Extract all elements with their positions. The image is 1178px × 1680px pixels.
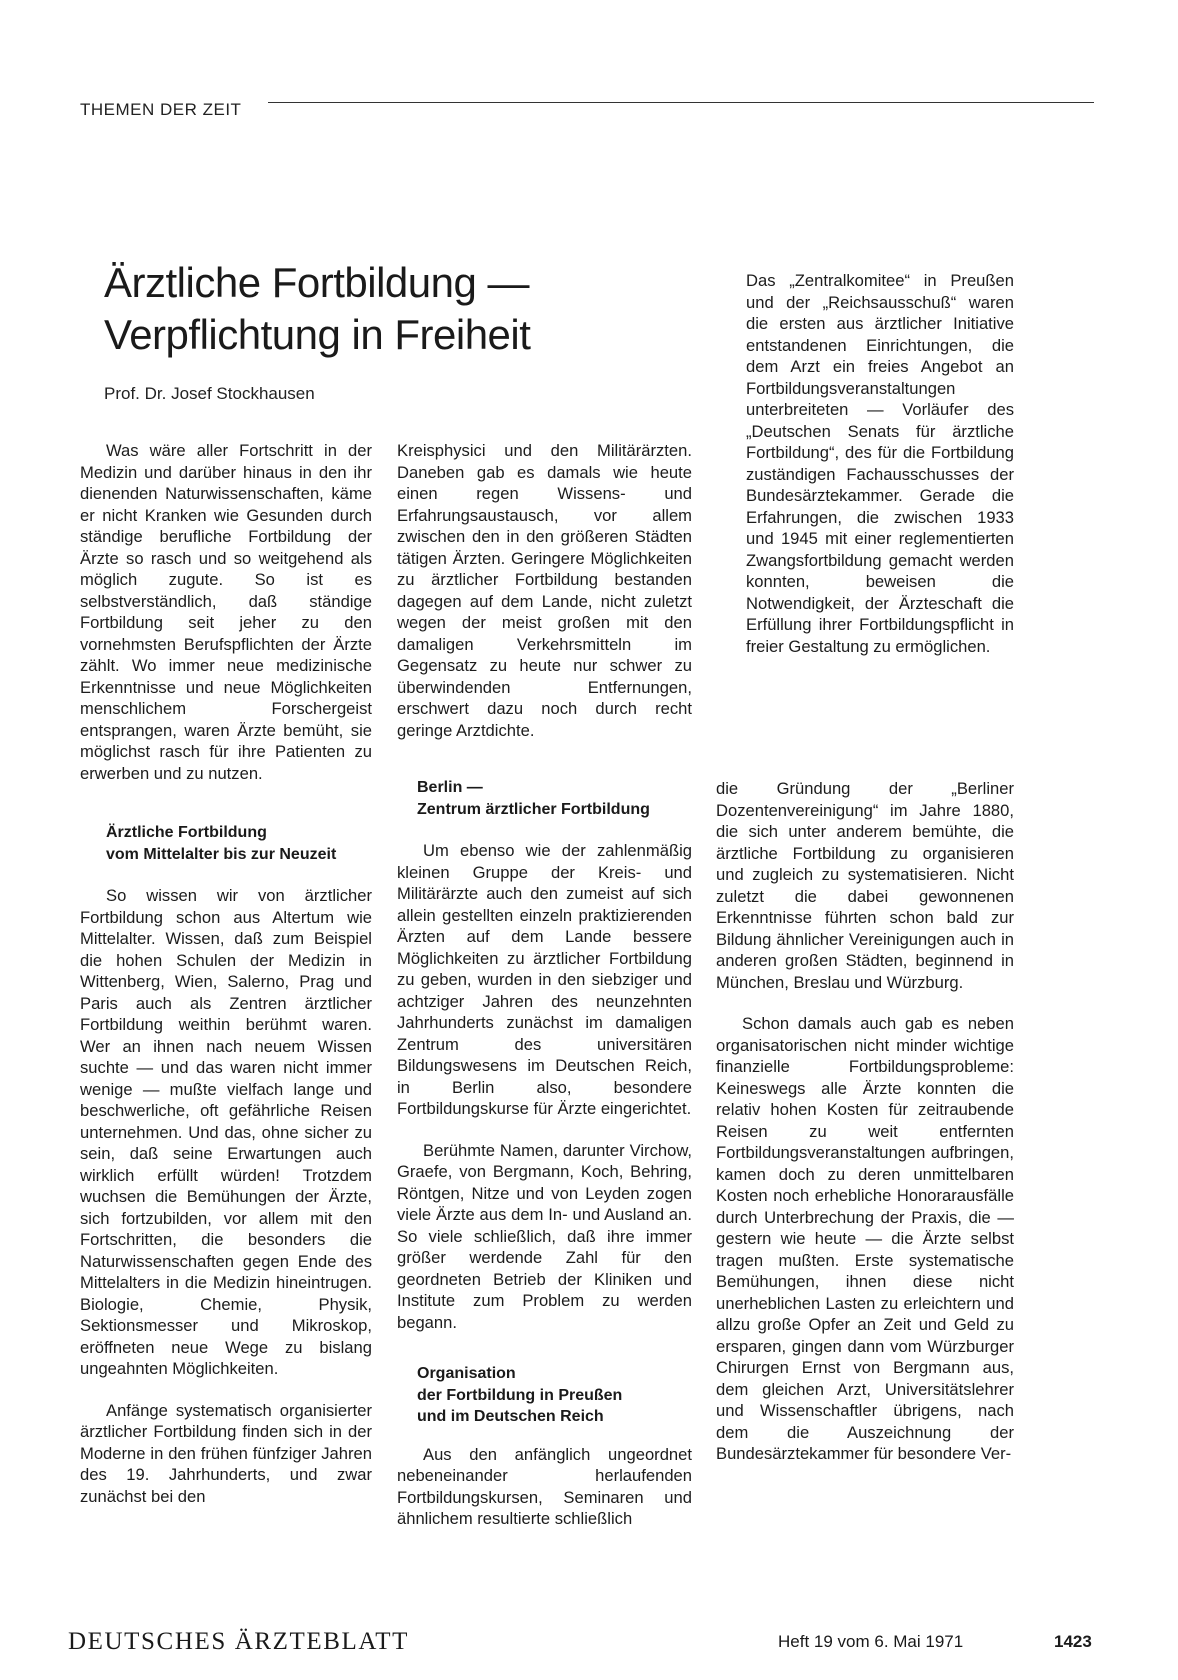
paragraph: die Gründung der „Berliner Dozentenvereinigung“ im Jahre 1880, die sich unter anderem bemühte, die ärztliche Fortbildung zu organisieren und zugleich zu systematisieren. Nicht zuletzt die dabei gewonnenen Erkenntnisse führten schon bald zur Bildung ähnlicher Vereinigungen auch in anderen großen Städten, beginnend in München, Breslau und Würzburg. [716,779,1014,992]
page-number: 1423 [1054,1632,1092,1651]
paragraph: Das „Zentralkomitee“ in Preußen und der „Reichsausschuß“ waren die ersten aus ärztlicher Initiative entstandenen Einrichtungen, die dem Arzt ein freies Angebot an Fortbildungsveranstaltungen unterbreiteten — Vorläufer des „Deutschen Senats für ärztliche Fortbildung“, des für die Fortbildung zuständigen Fachausschusses der Bundesärztekammer. Gerade die Erfahrungen, die zwischen 1933 und 1945 mit einer reglementierten Zwangsfortbildung gemacht werden konnten, beweisen die Notwendigkeit, der Ärzteschaft die Erfüllung ihrer Fortbildungspflicht in freier Gestaltung zu ermöglichen. [746,271,1014,656]
issue-info: Heft 19 vom 6. Mai 1971 [778,1632,964,1651]
paragraph: Anfänge systematisch organisierter ärztlicher Fortbildung finden sich in der Moderne in den frühen fünfziger Jahren des 19. Jahrhunderts, und zwar zunächst bei den [80,1400,372,1506]
column-3-continued [716,778,1014,1465]
subheading: Berlin — Zentrum ärztlicher Fortbildung [417,779,650,818]
column-2 [397,440,692,1530]
paragraph: So wissen wir von ärztlicher Fortbildung schon aus Altertum wie Mittelalter. Wissen, daß zum Beispiel die hohen Schulen der Medizin in Wittenberg, Wien, Salerno, Prag und Paris auch als Zentren ärztlicher Fortbildung weithin berühmt waren. Wer an ihnen nach neuem Wissen suchte — und das waren nicht immer wenige — mußte vielfach lange und beschwerliche, oft gefährliche Reisen unternehmen. Und das, ohne sicher zu sein, daß seine Erwartungen auch wirklich erfüllt würden! Trotzdem wuchsen die Bemühungen der Ärzte, sich fortzubilden, vor allem mit den Fortschritten, die besonders die Naturwissenschaften gegen Ende des Mittelalters in die Medizin hineintrugen. Biologie, Chemie, Physik, Sektionsmesser und Mikroskop, eröffneten neue Wege zu bislang ungeahnten Möglichkeiten. [80,886,372,1378]
section-label: THEMEN DER ZEIT [80,100,242,119]
journal-name: DEUTSCHES ÄRZTEBLATT [68,1628,410,1655]
paragraph: Um ebenso wie der zahlenmäßig kleinen Gruppe der Kreis- und Militärärzte auch den zumeist auf sich allein gestellten einzeln praktizierenden Ärzten auf dem Lande bessere Möglichkeiten zu ärztlicher Fortbildung zu geben, wurden in den siebziger und achtziger Jahren des neunzehnten Jahrhunderts zunächst im damaligen Zentrum des universitären Bildungswesens im Deutschen Reich, in Berlin also, besondere Fortbildungskurse für Ärzte eingerichtet. [397,841,692,1118]
subheading: Ärztliche Fortbildung vom Mittelalter bis zur Neuzeit [106,824,337,863]
header-rule [268,102,1094,103]
title-line-1: Ärztliche Fortbildung — [104,259,530,306]
column-1 [80,440,372,1507]
paragraph: Schon damals auch gab es neben organisatorischen nicht minder wichtige finanzielle Fortbildungsprobleme: Keineswegs alle Ärzte konnten die relativ hohen Kosten für zeitraubende Reisen zu weit entfernten Fortbildungsveranstaltungen aufbringen, kamen doch zu deren unmittelbaren Kosten noch erhebliche Honorarausfälle durch Unterbrechung der Praxis, die — gestern wie heute — die Ärzte selbst tragen mußten. Erste systematische Bemühungen, ihnen diese nicht unerheblichen Lasten zu erleichtern und allzu große Opfer an Zeit und Geld zu ersparen, gingen dann vom Würzburger Chirurgen Ernst von Bergmann aus, dem gleichen Arzt, Universitätslehrer und Wissenschaftler übrigens, nach dem die Auszeichnung der Bundesärztekammer für besondere Ver- [716,1014,1014,1463]
paragraph: Aus den anfänglich ungeordnet nebeneinander herlaufenden Fortbildungskursen, Seminaren und ähnlichem resultierte schließlich [397,1444,692,1528]
title-line-2: Verpflichtung in Freiheit [104,311,531,358]
paragraph: Was wäre aller Fortschritt in der Medizin und darüber hinaus in den ihr dienenden Naturwissenschaften, käme er nicht Kranken wie Gesunden durch ständige berufliche Fortbildung der Ärzte so rasch und so weitgehend als möglich zugute. So ist es selbstverständlich, daß ständige Fortbildung seit jeher zu den vornehmsten Berufspflichten der Ärzte zählt. Wo immer neue medizinische Erkenntnisse und neue Möglichkeiten menschlichem Forschergeist entsprangen, waren Ärzte bemüht, sie möglichst rasch für ihre Patienten zu erwerben und zu nutzen. [80,441,372,783]
paragraph: Berühmte Namen, darunter Virchow, Graefe, von Bergmann, Koch, Behring, Röntgen, Nitze und von Leyden zogen viele Ärzte aus dem In- und Ausland an. So viele schließlich, daß ihre immer größer werdende Zahl für den geordneten Betrieb der Kliniken und Institute zum Problem zu werden begann. [397,1140,692,1332]
column-3 [746,270,1014,657]
article-title [104,257,724,361]
paragraph: Kreisphysici und den Militärärzten. Daneben gab es damals wie heute einen regen Wissens- und Erfahrungsaustausch, vor allem zwischen den in den größeren Städten tätigen Ärzten. Geringere Möglichkeiten zu ärztlicher Fortbildung bestanden dagegen auf dem Lande, nicht zuletzt wegen der meist großen mit den damaligen Verkehrsmitteln im Gegensatz zu heute nur schwer zu überwindenden Entfernungen, erschwert dazu noch durch recht geringe Arztdichte. [397,441,692,740]
article-author: Prof. Dr. Josef Stockhausen [104,384,315,403]
subheading: Organisation der Fortbildung in Preußen und im Deutschen Reich [417,1365,623,1425]
